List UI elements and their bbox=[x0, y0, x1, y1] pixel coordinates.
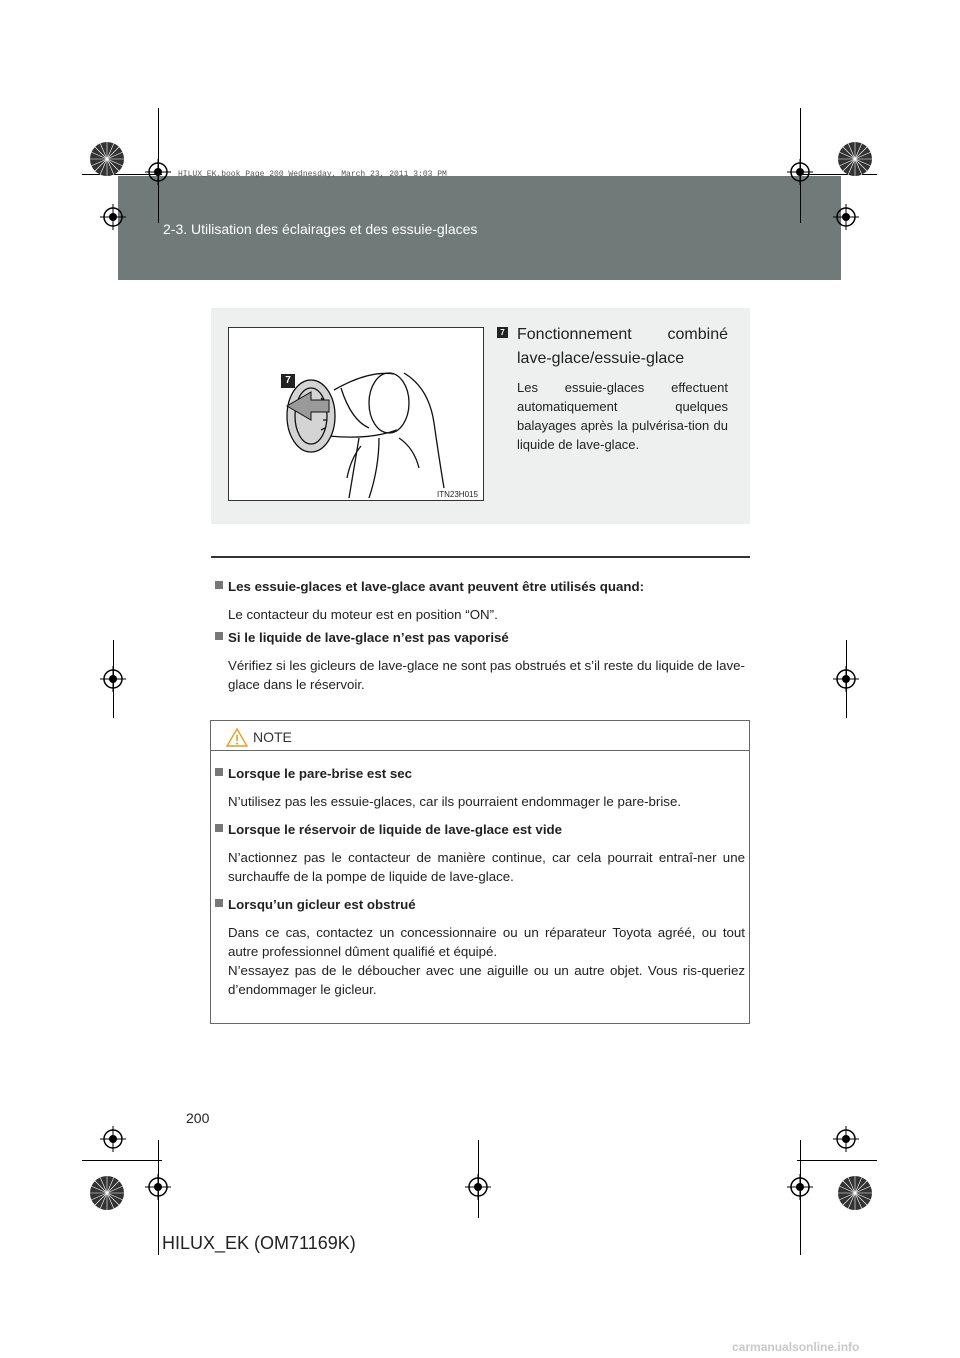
model-code: HILUX_EK (OM71169K) bbox=[162, 1233, 356, 1253]
note-title: NOTE bbox=[253, 729, 292, 745]
hand-pulling-lever-icon bbox=[229, 328, 483, 500]
note-text: Dans ce cas, contactez un concessionnaire ou un réparateur Toyota agréé, ou tout autre professionnel dûment qualifié et équipé. bbox=[228, 925, 745, 959]
crosshair-icon bbox=[465, 1174, 491, 1205]
note-content bbox=[215, 764, 745, 1008]
note-item bbox=[215, 764, 745, 811]
info-heading: Les essuie-glaces et lave-glace avant peuvent être utilisés quand: bbox=[215, 577, 745, 596]
book-stamp: HILUX_EK.book Page 200 Wednesday, March 23, 2011 3:03 PM bbox=[178, 170, 447, 179]
square-bullet-icon bbox=[215, 824, 223, 832]
square-bullet-icon bbox=[215, 768, 223, 776]
note-heading: Lorsque le réservoir de liquide de lave-glace est vide bbox=[215, 820, 745, 839]
section-divider bbox=[211, 556, 750, 558]
crosshair-icon bbox=[833, 204, 859, 235]
item-badge: 7 bbox=[497, 327, 508, 338]
note-text: N’essayez pas de le déboucher avec une aiguille ou un autre objet. Vous ris-queriez d’endommager le gicleur. bbox=[228, 963, 745, 997]
registration-target-icon bbox=[836, 140, 874, 178]
item-description: Les essuie-glaces effectuent automatiquement quelques balayages après la pulvérisa-tion du liquide de lave-glace. bbox=[517, 380, 728, 452]
note-header-divider bbox=[211, 750, 749, 751]
crosshair-icon bbox=[833, 666, 859, 697]
crosshair-icon bbox=[787, 1174, 813, 1205]
page-number: 200 bbox=[186, 1110, 210, 1126]
info-text: Vérifiez si les gicleurs de lave-glace ne sont pas obstrués et s’il reste du liquide de lave-glace dans le réservoir. bbox=[228, 658, 745, 692]
note-text: N’utilisez pas les essuie-glaces, car ils pourraient endommager le pare-brise. bbox=[228, 794, 682, 809]
square-bullet-icon bbox=[215, 899, 223, 907]
note-item bbox=[215, 895, 745, 999]
info-heading: Si le liquide de lave-glace n’est pas vaporisé bbox=[215, 628, 745, 647]
figure-code: ITN23H015 bbox=[437, 490, 478, 499]
info-text: Le contacteur du moteur est en position “ON”. bbox=[228, 607, 498, 622]
crosshair-icon bbox=[787, 159, 813, 190]
crosshair-icon bbox=[145, 159, 171, 190]
registration-target-icon bbox=[836, 1174, 874, 1212]
note-item bbox=[215, 820, 745, 886]
note-text: N’actionnez pas le contacteur de manière continue, car cela pourrait entraî-ner une surchauffe de la pompe de liquide de lave-glace. bbox=[228, 850, 745, 884]
note-heading: Lorsque le pare-brise est sec bbox=[215, 764, 745, 783]
crosshair-icon bbox=[100, 1126, 126, 1157]
crop-line bbox=[82, 1160, 162, 1161]
watermark-text: carmanualsonline.info bbox=[732, 1340, 860, 1354]
wiper-lever-illustration bbox=[228, 327, 484, 501]
crosshair-icon bbox=[145, 1174, 171, 1205]
square-bullet-icon bbox=[215, 632, 223, 640]
warning-triangle-icon bbox=[226, 728, 248, 752]
crosshair-icon bbox=[833, 1126, 859, 1157]
registration-target-icon bbox=[88, 140, 126, 178]
registration-target-icon bbox=[88, 1174, 126, 1212]
note-heading: Lorsqu’un gicleur est obstrué bbox=[215, 895, 745, 914]
crosshair-icon bbox=[100, 204, 126, 235]
square-bullet-icon bbox=[215, 581, 223, 589]
item-title-line1: Fonctionnement combiné bbox=[517, 326, 728, 343]
item-title bbox=[517, 323, 728, 371]
item-title-line2: lave-glace/essuie-glace bbox=[517, 350, 685, 367]
section-title: 2-3. Utilisation des éclairages et des essuie-glaces bbox=[163, 221, 478, 237]
info-item bbox=[215, 628, 745, 694]
crop-line bbox=[797, 1160, 877, 1161]
crosshair-icon bbox=[100, 666, 126, 697]
info-item bbox=[215, 577, 745, 624]
figure-callout-badge: 7 bbox=[281, 374, 295, 388]
